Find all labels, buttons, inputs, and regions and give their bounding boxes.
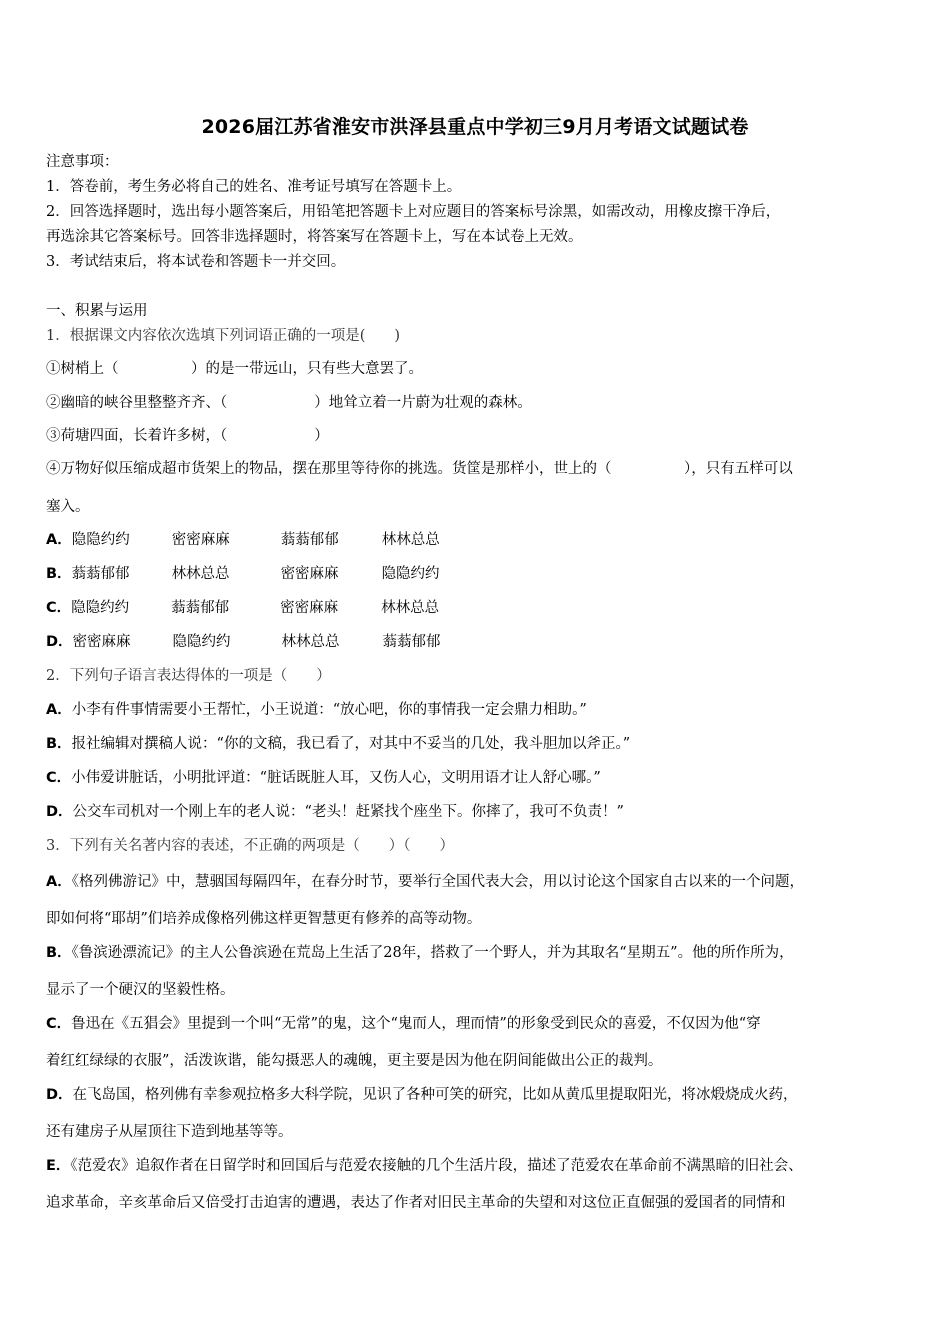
option-label: D．	[46, 1087, 73, 1103]
option-label: D．	[46, 804, 73, 820]
option-label: A．	[46, 532, 72, 548]
option-label: D．	[46, 634, 73, 650]
option-word: 隐隐约约	[71, 532, 130, 548]
notice-item-2-cont: 再选涂其它答案标号。回答非选择题时，将答案写在答题卡上，写在本试卷上无效。	[46, 229, 583, 245]
question-1-item-4-cont: 塞入。	[46, 499, 90, 515]
question-1-item-1: ①树梢上（ ）的是一带远山，只有些大意罢了。	[46, 361, 423, 377]
question-1-option-d	[46, 632, 441, 652]
option-word: 蓊蓊郁郁	[280, 532, 339, 548]
option-word: 林林总总	[281, 634, 340, 650]
option-word: 隐隐约约	[381, 566, 440, 582]
question-3-option-b-cont: 显示了一个硬汉的坚毅性格。	[46, 982, 235, 998]
option-label: C．	[46, 600, 72, 616]
option-text: 小伟爱讲脏话，小明批评道：“脏话既脏人耳，又伤人心，文明用语才让人舒心哪。”	[71, 770, 601, 786]
question-1-item-3: ③荷塘四面，长着许多树，（ ）	[46, 428, 329, 444]
question-1-option-c	[46, 598, 439, 618]
option-text: 在飞岛国，格列佛有幸参观拉格多大科学院，见识了各种可笑的研究，比如从黄瓜里提取阳光，将冰煅烧成火药，	[72, 1087, 798, 1103]
option-word: 密密麻麻	[280, 566, 339, 582]
option-word: 林林总总	[171, 566, 230, 582]
question-3-option-e	[46, 1156, 803, 1176]
option-label: B．	[46, 566, 72, 582]
option-label: C．	[46, 770, 72, 786]
option-text: 《范爱农》追叙作者在日留学时和回国后与范爱农接触的几个生活片段，描述了范爱农在革命前不满黑暗的旧社会、	[70, 1158, 803, 1174]
option-label: C．	[46, 1016, 72, 1032]
option-text: 《鲁滨逊漂流记》的主人公鲁滨逊在荒岛上生活了28年，搭救了一个野人，并为其取名“星期五”。他的所作所为，	[71, 945, 794, 961]
notice-item-3: 3．考试结束后，将本试卷和答题卡一并交回。	[46, 254, 346, 270]
option-text: 小李有件事情需要小王帮忙，小王说道：“放心吧，你的事情我一定会鼎力相助。”	[71, 702, 587, 718]
question-2-option-a	[46, 700, 587, 720]
option-text: 鲁迅在《五猖会》里提到一个叫“无常”的鬼，这个“鬼而人，理而情”的形象受到民众的喜爱，不仅因为他“穿	[71, 1016, 761, 1032]
option-word: 隐隐约约	[172, 634, 231, 650]
option-text: 《格列佛游记》中，慧骃国每隔四年，在春分时节，要举行全国代表大会，用以讨论这个国家自古以来的一个问题，	[71, 874, 804, 890]
section-heading: 一、积累与运用	[46, 303, 148, 319]
option-label: A．	[46, 874, 72, 890]
question-3-option-d-cont: 还有建房子从屋顶往下造到地基等等。	[46, 1124, 293, 1140]
question-1-item-4: ④万物好似压缩成超市货架上的物品，摆在那里等待你的挑选。货筐是那样小，世上的（ ），只有五样可以	[46, 461, 793, 477]
option-text: 报社编辑对撰稿人说：“你的文稿，我已看了，对其中不妥当的几处，我斗胆加以斧正。”	[71, 736, 631, 752]
option-label: E．	[46, 1158, 71, 1174]
question-1-option-a	[46, 530, 440, 550]
notice-heading: 注意事项：	[46, 154, 119, 170]
option-word: 蓊蓊郁郁	[71, 566, 130, 582]
question-2-option-d	[46, 802, 624, 822]
page-title: 2026届江苏省淮安市洪泽县重点中学初三9月月考语文试题试卷	[201, 116, 749, 138]
option-word: 林林总总	[381, 600, 440, 616]
option-text: 公交车司机对一个刚上车的老人说：“老头！赶紧找个座坐下。你摔了，我可不负责！”	[72, 804, 624, 820]
option-word: 密密麻麻	[280, 600, 339, 616]
option-label: A．	[46, 702, 72, 718]
option-word: 蓊蓊郁郁	[171, 600, 230, 616]
option-word: 密密麻麻	[72, 634, 131, 650]
option-word: 隐隐约约	[71, 600, 130, 616]
option-word: 林林总总	[381, 532, 440, 548]
question-1-item-2: ②幽暗的峡谷里整整齐齐、（ ）地耸立着一片蔚为壮观的森林。	[46, 395, 532, 411]
question-3-option-a	[46, 872, 804, 892]
question-2-option-b	[46, 734, 630, 754]
question-2-stem: 2．下列句子语言表达得体的一项是（ ）	[46, 668, 331, 684]
option-label: B．	[46, 736, 72, 752]
question-3-option-c	[46, 1014, 761, 1034]
question-3-option-a-cont: 即如何将“耶胡”们培养成像格列佛这样更智慧更有修养的高等动物。	[46, 911, 482, 927]
option-word: 蓊蓊郁郁	[382, 634, 441, 650]
question-2-option-c	[46, 768, 601, 788]
question-3-option-e-cont: 追求革命，辛亥革命后又倍受打击迫害的遭遇，表达了作者对旧民主革命的失望和对这位正直倔强的爱国者的同情和	[46, 1195, 786, 1211]
notice-item-2: 2．回答选择题时，选出每小题答案后，用铅笔把答题卡上对应题目的答案标号涂黑，如需改动，用橡皮擦干净后，	[46, 204, 781, 220]
question-1-stem: 1．根据课文内容依次选填下列词语正确的一项是( )	[46, 328, 401, 344]
question-3-option-d	[46, 1085, 798, 1105]
question-3-option-b	[46, 943, 794, 963]
option-word: 密密麻麻	[171, 532, 230, 548]
notice-item-1: 1．答卷前，考生务必将自己的姓名、准考证号填写在答题卡上。	[46, 179, 462, 195]
option-label: B．	[46, 945, 72, 961]
question-3-stem: 3．下列有关名著内容的表述，不正确的两项是（ ）（ ）	[46, 838, 454, 854]
question-1-option-b	[46, 564, 440, 584]
question-3-option-c-cont: 着红红绿绿的衣服”，活泼诙谐，能勾摄恶人的魂魄，更主要是因为他在阴间能做出公正的裁判。	[46, 1053, 663, 1069]
